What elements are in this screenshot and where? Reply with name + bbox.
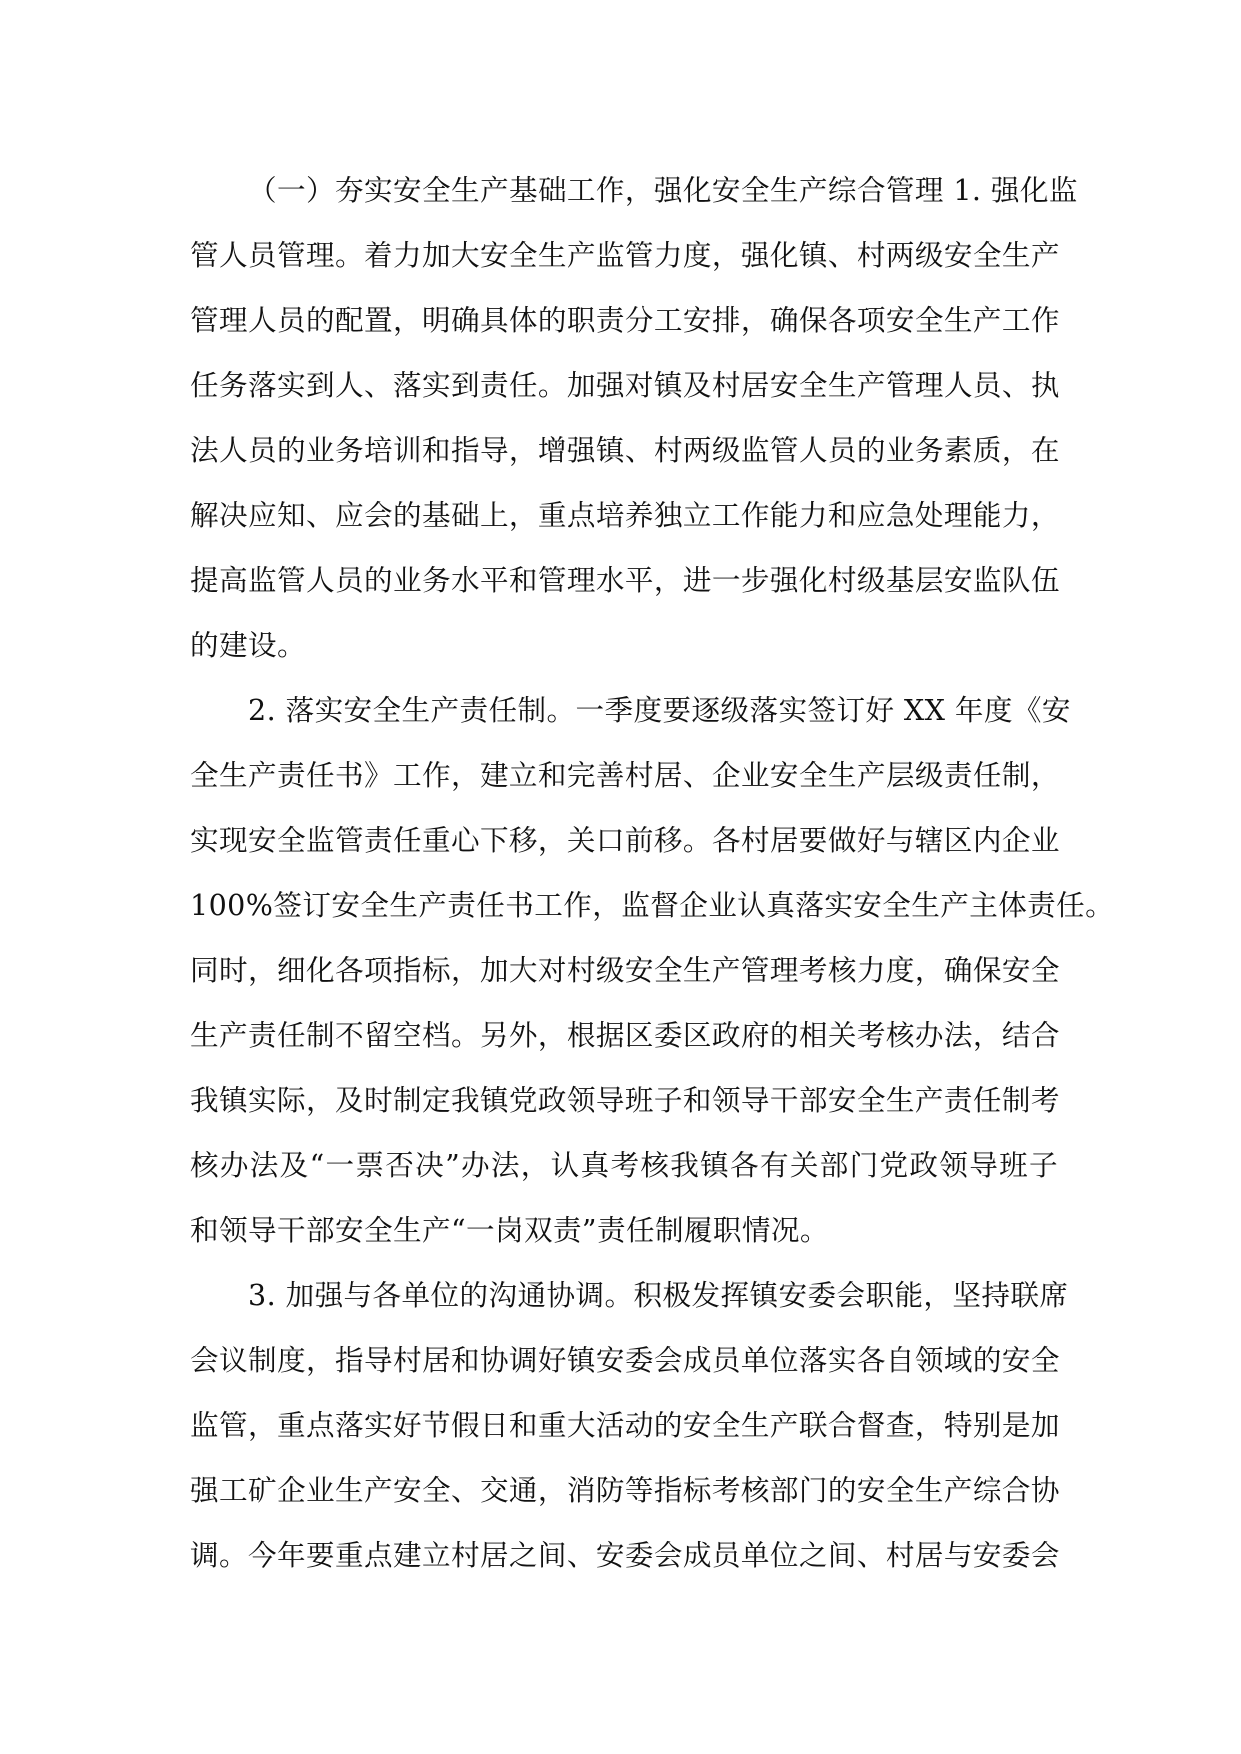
paragraph-2 (190, 678, 1115, 1263)
text-line: 2. 落实安全生产责任制。一季度要逐级落实签订好 XX 年度《安 (248, 693, 1071, 727)
text-line: 监管，重点落实好节假日和重大活动的安全生产联合督查，特别是加 (190, 1408, 1060, 1442)
text-line: 和领导干部安全生产“一岗双责”责任制履职情况。 (190, 1213, 829, 1247)
text-line: 同时，细化各项指标，加大对村级安全生产管理考核力度，确保安全 (190, 953, 1060, 987)
paragraph-1 (190, 158, 1078, 678)
text-line: 解决应知、应会的基础上，重点培养独立工作能力和应急处理能力， (190, 498, 1060, 532)
text-line: 法人员的业务培训和指导，增强镇、村两级监管人员的业务素质，在 (190, 433, 1060, 467)
paragraph-3 (190, 1263, 1069, 1588)
document-body (190, 158, 1115, 1588)
text-line: 核办法及“一票否决”办法，认真考核我镇各有关部门党政领导班子 (190, 1148, 1058, 1182)
text-line: 管理人员的配置，明确具体的职责分工安排，确保各项安全生产工作 (190, 303, 1060, 337)
text-line: 调。今年要重点建立村居之间、安委会成员单位之间、村居与安委会 (190, 1538, 1060, 1572)
text-line: 强工矿企业生产安全、交通，消防等指标考核部门的安全生产综合协 (190, 1473, 1060, 1507)
text-line: 任务落实到人、落实到责任。加强对镇及村居安全生产管理人员、执 (190, 368, 1060, 402)
text-line: 实现安全监管责任重心下移，关口前移。各村居要做好与辖区内企业 (190, 823, 1060, 857)
text-line: 管人员管理。着力加大安全生产监管力度，强化镇、村两级安全生产 (190, 238, 1060, 272)
text-line: 全生产责任书》工作，建立和完善村居、企业安全生产层级责任制， (190, 758, 1060, 792)
text-line: 提高监管人员的业务水平和管理水平，进一步强化村级基层安监队伍 (190, 563, 1060, 597)
text-line: 100%签订安全生产责任书工作，监督企业认真落实安全生产主体责任。 (190, 888, 1115, 922)
text-line: 我镇实际，及时制定我镇党政领导班子和领导干部安全生产责任制考 (190, 1083, 1060, 1117)
text-line: 3. 加强与各单位的沟通协调。积极发挥镇安委会职能，坚持联席 (248, 1278, 1069, 1312)
text-line: 的建设。 (190, 628, 306, 662)
text-line: （一）夯实安全生产基础工作，强化安全生产综合管理 1. 强化监 (248, 173, 1078, 207)
text-line: 生产责任制不留空档。另外，根据区委区政府的相关考核办法，结合 (190, 1018, 1060, 1052)
text-line: 会议制度，指导村居和协调好镇安委会成员单位落实各自领域的安全 (190, 1343, 1060, 1377)
